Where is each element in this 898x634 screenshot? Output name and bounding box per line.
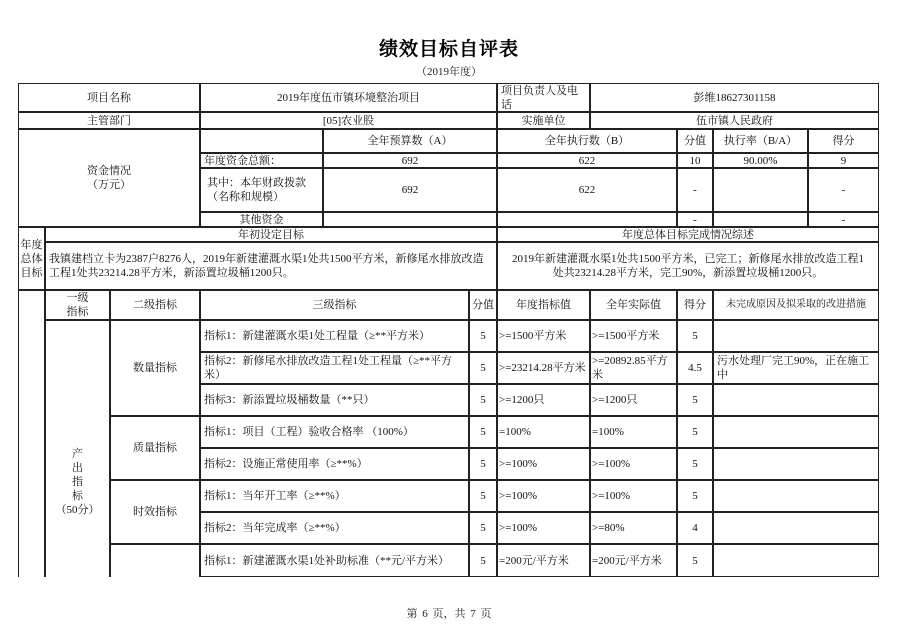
funds-header-score: 得分	[808, 129, 879, 153]
funds-row-score-value: -	[677, 212, 713, 227]
funds-row-label: 其他资金	[200, 212, 323, 227]
indicator-actual: >=1200只	[590, 384, 677, 416]
indicator-target: >=1200只	[497, 384, 590, 416]
level1-label: 产出指标	[71, 448, 83, 502]
indicator-score: 5	[677, 416, 713, 448]
indicator-score: 5	[677, 384, 713, 416]
goal-summary-text: 2019年新建灌溉水渠1处共1500平方米，已完工；新修尾水排放改造工程1处共23214.28平方米，完工90%，新添置垃圾桶1200只。	[497, 242, 879, 290]
funds-header-blank	[200, 129, 323, 153]
funds-header-rate: 执行率（B/A）	[713, 129, 808, 153]
funds-header-executed: 全年执行数（B）	[497, 129, 677, 153]
level1-points: （50分）	[55, 504, 100, 516]
project-name-value: 2019年度伍市镇环境整治项目	[200, 83, 497, 112]
indicator-score-value: 5	[469, 512, 497, 544]
funds-label-cell	[18, 129, 200, 227]
annual-goal-label-cell	[18, 227, 45, 290]
funds-row-rate	[713, 168, 808, 212]
indicator-score-value: 5	[469, 448, 497, 480]
indicator-name: 指标2：设施正常使用率（≥**%）	[200, 448, 469, 480]
header-level1: 一级指标	[66, 292, 89, 318]
indicators-side-blank	[18, 290, 45, 577]
indicator-remark	[713, 384, 879, 416]
indicator-remark	[713, 320, 879, 352]
implementing-unit-label: 实施单位	[497, 112, 590, 129]
funds-label: 资金情况	[87, 165, 131, 177]
header-actual: 全年实际值	[590, 290, 677, 320]
indicator-target: >=100%	[497, 480, 590, 512]
indicator-name: 指标1：当年开工率（≥**%）	[200, 480, 469, 512]
page-footer: 第 6 页，共 7 页	[406, 608, 492, 620]
group-quality: 质量指标	[110, 416, 200, 480]
indicator-name: 指标1：项目（工程）验收合格率 （100%）	[200, 416, 469, 448]
indicator-name: 指标2：新修尾水排放改造工程1处工程量（≥**平方米）	[200, 352, 469, 384]
indicator-actual: =200元/平方米	[590, 544, 677, 577]
funds-row-label: 其中：本年财政拨款 （名称和规模）	[200, 168, 323, 212]
indicator-name: 指标1：新建灌溉水渠1处补助标准（**元/平方米）	[200, 544, 469, 577]
level1-output-cell	[45, 320, 110, 577]
project-owner-value: 彭维18627301158	[590, 83, 879, 112]
indicator-score: 4	[677, 512, 713, 544]
indicator-target: >=100%	[497, 512, 590, 544]
funds-header-score-value: 分值	[677, 129, 713, 153]
indicator-score-value: 5	[469, 320, 497, 352]
header-level2: 二级指标	[110, 290, 200, 320]
header-score-value: 分值	[469, 290, 497, 320]
indicator-target: >=100%	[497, 448, 590, 480]
indicator-target: =100%	[497, 416, 590, 448]
header-level3: 三级指标	[200, 290, 469, 320]
indicator-score: 5	[677, 480, 713, 512]
indicator-score-value: 5	[469, 352, 497, 384]
project-owner-label: 项目负责人及电话	[497, 83, 590, 112]
indicator-remark	[713, 416, 879, 448]
indicator-actual: >=80%	[590, 512, 677, 544]
funds-row-budget	[323, 212, 497, 227]
indicator-score: 4.5	[677, 352, 713, 384]
indicator-name: 指标2：当年完成率（≥**%）	[200, 512, 469, 544]
header-score: 得分	[677, 290, 713, 320]
indicator-remark	[713, 512, 879, 544]
indicator-actual: >=100%	[590, 480, 677, 512]
funds-row-executed: 622	[497, 153, 677, 168]
project-name-label: 项目名称	[18, 83, 200, 112]
funds-row-executed: 622	[497, 168, 677, 212]
indicator-target: =200元/平方米	[497, 544, 590, 577]
indicator-actual: >=1500平方米	[590, 320, 677, 352]
indicator-score-value: 5	[469, 480, 497, 512]
indicator-score: 5	[677, 448, 713, 480]
funds-row-score: -	[808, 212, 879, 227]
header-target: 年度指标值	[497, 290, 590, 320]
header-remark: 未完成原因及拟采取的改进措施	[713, 290, 879, 320]
indicator-score: 5	[677, 320, 713, 352]
indicator-name: 指标3：新添置垃圾桶数量（**只）	[200, 384, 469, 416]
initial-goal-text: 我镇建档立卡为2387户8276人，2019年新建灌溉水渠1处共1500平方米，新修尾水排放改造工程1处共23214.28平方米，新添置垃圾桶1200只。	[45, 242, 497, 290]
funds-row-label: 年度资金总额：	[200, 153, 323, 168]
funds-row-rate: 90.00%	[713, 153, 808, 168]
funds-row-score: 9	[808, 153, 879, 168]
indicator-actual: >=20892.85平方米	[590, 352, 677, 384]
funds-row-budget: 692	[323, 168, 497, 212]
funds-row-executed	[497, 212, 677, 227]
group-quantity: 数量指标	[110, 320, 200, 416]
indicator-actual: >=100%	[590, 448, 677, 480]
indicator-remark	[713, 448, 879, 480]
department-value: [05]农业股	[200, 112, 497, 129]
funds-header-budget: 全年预算数（A）	[323, 129, 497, 153]
page-subtitle: （2019年度）	[416, 66, 482, 78]
funds-row-budget: 692	[323, 153, 497, 168]
indicator-score-value: 5	[469, 384, 497, 416]
indicator-remark: 污水处理厂完工90%，正在施工中	[713, 352, 879, 384]
initial-goal-header: 年初设定目标	[45, 227, 497, 242]
goal-summary-header: 年度总体目标完成情况综述	[497, 227, 879, 242]
implementing-unit-value: 伍市镇人民政府	[590, 112, 879, 129]
indicator-actual: =100%	[590, 416, 677, 448]
indicator-score: 5	[677, 544, 713, 577]
indicator-score-value: 5	[469, 416, 497, 448]
group-cost	[110, 544, 200, 577]
indicator-score-value: 5	[469, 544, 497, 577]
annual-goal-label: 年度总体目标	[20, 238, 43, 279]
funds-row-score-value: 10	[677, 153, 713, 168]
indicator-remark	[713, 544, 879, 577]
funds-row-score: -	[808, 168, 879, 212]
indicator-target: >=1500平方米	[497, 320, 590, 352]
indicator-remark	[713, 480, 879, 512]
indicator-target: >=23214.28平方米	[497, 352, 590, 384]
funds-row-score-value: -	[677, 168, 713, 212]
header-level1-cell	[45, 290, 110, 320]
funds-row-rate	[713, 212, 808, 227]
page-title: 绩效目标自评表	[378, 38, 519, 60]
indicator-name: 指标1：新建灌溉水渠1处工程量（≥**平方米）	[200, 320, 469, 352]
department-label: 主管部门	[18, 112, 200, 129]
funds-unit: （万元）	[87, 179, 131, 191]
group-timeliness: 时效指标	[110, 480, 200, 544]
